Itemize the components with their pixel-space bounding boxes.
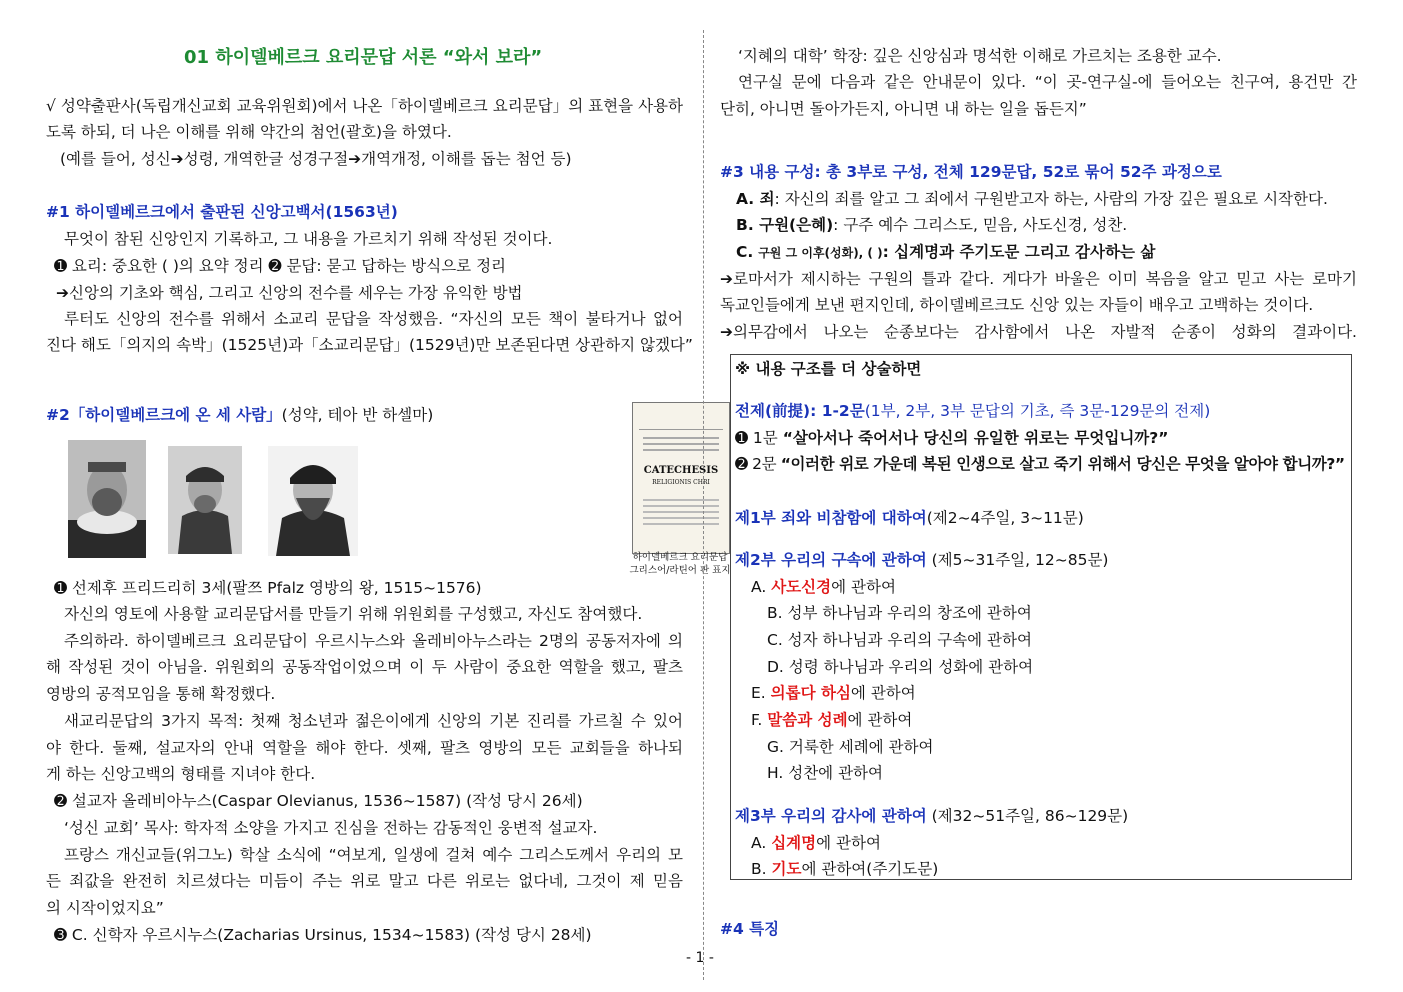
- page-number: - 1 -: [686, 950, 714, 966]
- item-a-label: A. 죄: [736, 190, 775, 208]
- section-1-line: ➔신앙의 기초와 핵심, 그리고 신앙의 전수를 세우는 가장 유익한 방법: [56, 284, 523, 302]
- section-2-line: 게 하는 신앙고백의 형태를 지녀야 한다.: [46, 765, 316, 783]
- right-intro-line: 연구실 문에 다음과 같은 안내문이 있다. “이 곳-연구실-에 들어오는 친구여, 용건만 간: [738, 73, 1357, 91]
- part-2-text: (제5~31주일, 12~85문): [926, 551, 1109, 569]
- section-heading-1: #1 하이델베르크에서 출판된 신앙고백서(1563년): [46, 203, 398, 221]
- part-3-item-a: [751, 833, 881, 853]
- item-b-text: : 구주 예수 그리스도, 믿음, 사도신경, 성찬.: [833, 216, 1128, 234]
- part-2-item-g: G. 거룩한 세례에 관하여: [767, 738, 934, 756]
- item-b-label: B. 구원(은혜): [736, 216, 834, 234]
- section-3-line: ➔로마서가 제시하는 구원의 틀과 같다. 게다가 바울은 이미 복음을 알고 믿고 사는 로마기: [720, 270, 1357, 288]
- item-c-label: C.: [736, 243, 754, 261]
- item-letter: A.: [751, 578, 772, 596]
- part-2-item-h: H. 성찬에 관하여: [767, 764, 884, 782]
- question-2-line: [735, 454, 1345, 474]
- section-1-line: ➊ 요리: 중요한 ( )의 요약 정리 ➋ 문답: 묻고 답하는 방식으로 정리: [54, 257, 507, 275]
- section-2-line: 해 작성된 것이 아님을. 위원회의 공동작업이었으며 이 두 사람이 중요한 역할을 했고, 팔츠: [46, 658, 683, 676]
- question-1-prefix: ➊ 1문: [735, 429, 778, 447]
- section-2-line: ➊ 선제후 프리드리히 3세(팔쯔 Pfalz 영방의 왕, 1515~1576): [54, 579, 482, 597]
- section-1-line: 진다 해도「의지의 속박」(1525년)과「소교리문답」(1529년)만 보존된다면 상관하지 않겠다”: [46, 336, 693, 354]
- section-3-item-b: [736, 215, 1127, 235]
- item-letter: F.: [751, 711, 768, 729]
- book-caption-line-1: 하이델베르크 요리문답: [632, 552, 728, 563]
- part-2-item-a: [751, 577, 896, 597]
- part-2-item-f: [751, 710, 912, 730]
- section-heading-3: #3 내용 구성: 총 3부로 구성, 전체 129문답, 52로 묶어 52주 과정으로: [720, 163, 1222, 181]
- question-2-prefix: ➋ 2문: [735, 455, 777, 473]
- portrait-ursinus-image: [268, 446, 358, 556]
- item-letter: E.: [751, 684, 771, 702]
- item-suffix: 에 관하여: [850, 684, 916, 702]
- section-2-source: (성약, 테아 반 하셀마): [281, 406, 434, 424]
- book-cover-title: CATECHESIS: [643, 465, 719, 476]
- item-a-text: : 자신의 죄를 알고 그 죄에서 구원받고자 하는, 사람의 가장 깊은 필요로 시작한다.: [774, 190, 1328, 208]
- section-2-line: 든 죄값을 완전히 치르셨다는 미듬이 주는 위로 말고 다른 위로는 없다네, 그것이 제 믿음: [46, 872, 683, 890]
- section-3-item-c: [736, 242, 1155, 263]
- part-1-text: (제2~4주일, 3~11문): [926, 509, 1084, 527]
- part-1-label: 제1부 죄와 비참함에 대하여: [735, 509, 927, 527]
- book-cover-subtitle: RELIGIONIS CHRI: [652, 479, 710, 486]
- item-suffix: 에 관하여: [816, 834, 881, 852]
- premise-label: 전제(前提): 1-2문: [735, 402, 865, 420]
- section-2-line: 야 한다. 둘째, 설교자의 안내 역할을 해야 한다. 셋째, 팔츠 영방의 모든 교회들을 하나되: [46, 739, 683, 757]
- book-caption-line-2: 그리스어/라틴어 판 표지: [629, 565, 731, 576]
- section-3-line: 독교인들에게 보낸 편지인데, 하이델베르크도 신앙 있는 자들이 배우고 고백하는 것이다.: [720, 296, 1314, 314]
- section-2-line: 의 시작이었지요”: [46, 899, 164, 917]
- section-2-line: ➋ 설교자 올레비아누스(Caspar Olevianus, 1536~1587) (작성 당시 26세): [54, 792, 583, 810]
- item-suffix: 에 관하여(주기도문): [801, 860, 939, 878]
- item-letter: A.: [751, 834, 772, 852]
- section-2-line: ‘성신 교회’ 목사: 학자적 소양을 가지고 진심을 전하는 감동적인 웅변적 설교자.: [64, 819, 598, 837]
- part-2-item-c: C. 성자 하나님과 우리의 구속에 관하여: [767, 631, 1032, 649]
- section-2-line: 자신의 영토에 사용할 교리문답서를 만들기 위해 위원회를 구성했고, 자신도 참여했다.: [64, 605, 643, 623]
- premise-text: (1부, 2부, 3부 문답의 기초, 즉 3문-129문의 전제): [864, 402, 1211, 420]
- part-2-item-d: D. 성령 하나님과 우리의 성화에 관하여: [767, 658, 1034, 676]
- catechism-cover-image: [632, 402, 730, 554]
- section-1-line: 무엇이 참된 신앙인지 기록하고, 그 내용을 가르치기 위해 작성된 것이다.: [64, 230, 553, 248]
- section-2-line: 새교리문답의 3가지 목적: 첫째 청소년과 젊은이에게 신앙의 기본 진리를 가르칠 수 있어: [64, 712, 683, 730]
- intro-line: √ 성약출판사(독립개신교회 교육위원회)에서 나온「하이델베르크 요리문답」의 표현을 사용하: [46, 97, 683, 115]
- word-sacrament-text: 말씀과 성례: [767, 711, 848, 729]
- part-3-text: (제32~51주일, 86~129문): [926, 807, 1129, 825]
- part-2-item-e: [751, 683, 916, 703]
- item-suffix: 에 관하여: [847, 711, 913, 729]
- part-3-item-b: [751, 859, 938, 879]
- structure-box: [730, 354, 1352, 880]
- part-2-item-b: B. 성부 하나님과 우리의 창조에 관하여: [767, 604, 1032, 622]
- premise-line: [735, 401, 1210, 421]
- section-heading-2: [46, 405, 433, 425]
- section-2-line: ➌ C. 신학자 우르시누스(Zacharias Ursinus, 1534~1583) (작성 당시 28세): [54, 926, 592, 944]
- section-1-line: 루터도 신앙의 전수를 위해서 소교리 문답을 작성했음. “자신의 모든 책이 불타거나 없어: [64, 310, 683, 328]
- part-2-line: [735, 550, 1108, 570]
- section-2-line: 프랑스 개신교들(위그노) 학살 소식에 “여보게, 일생에 걸쳐 예수 그리스도께서 우리의 모: [64, 846, 683, 864]
- section-2-title: #2「하이델베르크에 온 세 사람」: [46, 406, 282, 424]
- intro-line: 도록 하되, 더 나은 이해를 위해 약간의 첨언(괄호)을 하였다.: [46, 123, 452, 141]
- apostles-creed-text: 사도신경: [771, 578, 832, 596]
- section-heading-4: #4 특징: [720, 920, 780, 938]
- intro-line: (예를 들어, 성신➔성령, 개역한글 성경구절➔개역개정, 이해를 돕는 첨언 등): [60, 150, 572, 168]
- section-3-line: ➔의무감에서 나오는 순종보다는 감사함에서 나온 자발적 순종이 성화의 결과이다.: [720, 323, 1357, 341]
- right-intro-line: ‘지혜의 대학’ 학장: 깊은 신앙심과 명석한 이해로 가르치는 조용한 교수.: [738, 47, 1222, 65]
- section-2-line: 주의하라. 하이델베르크 요리문답이 우르시누스와 올레비아누스라는 2명의 공동저자에 의: [64, 632, 683, 650]
- part-3-label: 제3부 우리의 감사에 관하여: [735, 807, 927, 825]
- portrait-frederick-image: [68, 440, 146, 558]
- section-3-item-a: [736, 189, 1357, 209]
- section-2-line: 영방의 공적모임을 통해 확정했다.: [46, 685, 276, 703]
- item-suffix: 에 관하여: [831, 578, 896, 596]
- box-heading: ※ 내용 구조를 더 상술하면: [735, 360, 922, 378]
- question-1-line: [735, 428, 1168, 448]
- item-c-text: : 십계명과 주기도문 그리고 감사하는 삶: [882, 243, 1156, 261]
- question-2-text: “이러한 위로 가운데 복된 인생으로 살고 죽기 위해서 당신은 무엇을 알아야 합니까?”: [780, 455, 1345, 473]
- portrait-olevianus-image: [168, 446, 242, 554]
- justification-text: 의롭다 하심: [770, 684, 851, 702]
- part-1-line: [735, 508, 1084, 528]
- item-c-subtitle: 구원 그 이후(성화), ( ): [758, 246, 883, 260]
- ten-commandments-text: 십계명: [771, 834, 817, 852]
- page-title: 01 하이델베르크 요리문답 서론 “와서 보라”: [184, 47, 543, 68]
- column-divider: [703, 30, 704, 980]
- prayer-text: 기도: [771, 860, 802, 878]
- part-2-label: 제2부 우리의 구속에 관하여: [735, 551, 927, 569]
- right-intro-line: 단히, 아니면 돌아가든지, 아니면 내 하는 일을 돕든지”: [720, 100, 1087, 118]
- part-3-line: [735, 806, 1128, 826]
- item-letter: B.: [751, 860, 772, 878]
- question-1-text: “살아서나 죽어서나 당신의 유일한 위로는 무엇입니까?”: [782, 429, 1169, 447]
